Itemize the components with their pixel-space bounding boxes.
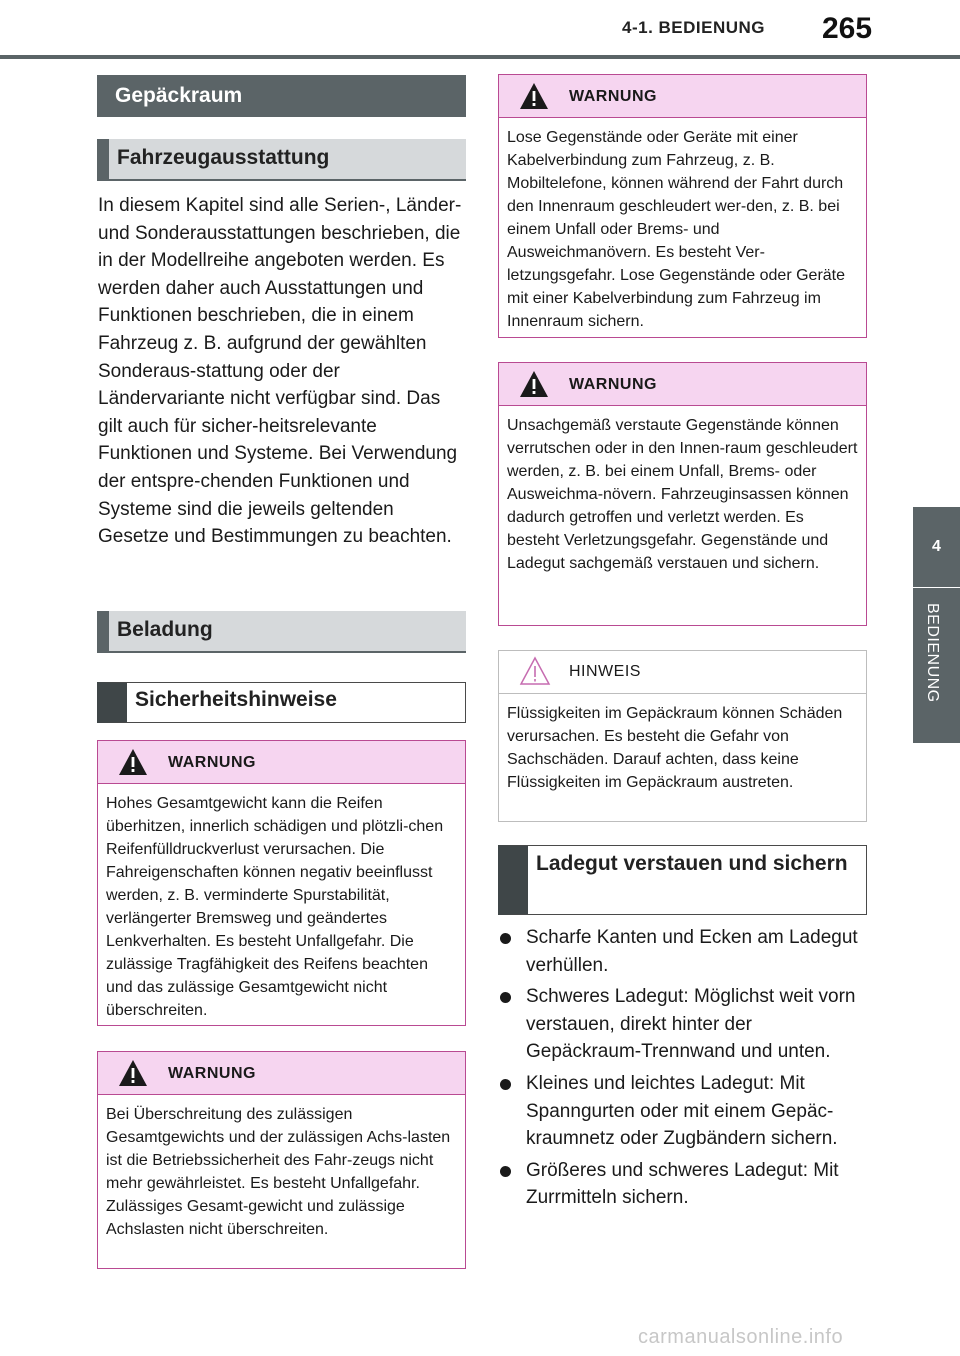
heading-gepaeckraum: Gepäckraum	[97, 75, 466, 117]
page-number: 265	[822, 12, 873, 45]
warning-title: WARNUNG	[168, 1065, 256, 1082]
hinweis-header	[499, 651, 866, 694]
warning-box	[498, 74, 867, 338]
list-item	[498, 1157, 868, 1212]
section-title: 4-1. BEDIENUNG	[622, 18, 766, 37]
warning-text: Lose Gegenstände oder Geräte mit einer Kabelverbindung zum Fahrzeug, z. B. Mobiltelefone, können während der Fahrt durch den Innenraum geschleudert wer-den, z. B. bei einem Unfall oder Brems- und Ausweichmanövern. Es besteht Ver-letzungsgefahr. Lose Gegenstände oder Geräte mit einer Kabelverbindung zum Fahrzeug im Innenraum sichern.	[507, 129, 846, 330]
warning-title: WARNUNG	[168, 754, 256, 771]
warning-title: WARNUNG	[569, 376, 657, 393]
list-item-text: Scharfe Kanten und Ecken am Ladegut verhüllen.	[526, 927, 858, 976]
warning-header	[499, 75, 866, 118]
hinweis-title: HINWEIS	[569, 663, 641, 680]
heading-sicherheitshinweise: Sicherheitshinweise	[97, 682, 466, 723]
side-tab-label: BEDIENUNG	[924, 603, 941, 703]
warning-triangle-icon	[519, 82, 549, 110]
list-item-text: Kleines und leichtes Ladegut: Mit Spanngurten oder mit einem Gepäc-kraumnetz oder Zugbändern sichern.	[526, 1072, 838, 1150]
hinweis-box	[498, 650, 867, 822]
list-item	[498, 1070, 868, 1153]
bullet-dot-icon	[500, 1079, 511, 1090]
warning-text: Unsachgemäß verstaute Gegenstände können verrutschen oder in den Innen-raum geschleudert werden, z. B. bei einem Unfall, Brems- oder Ausweichma-növern. Fahrzeuginsassen können dadurch getroffen und verletzt werden. Es besteht Verletzungsgefahr. Gegenstände und Ladegut sachgemäß verstauen und sichern.	[507, 417, 858, 572]
bullet-dot-icon	[500, 1166, 511, 1177]
watermark: carmanualsonline.info	[638, 1326, 844, 1348]
heading-fahrzeugausstattung: Fahrzeugausstattung	[97, 139, 466, 181]
list-item	[498, 924, 868, 979]
heading-ladegut: Ladegut verstauen und sichern	[498, 845, 867, 915]
header-rule	[0, 55, 960, 59]
warning-box	[97, 1051, 466, 1269]
warning-triangle-icon	[118, 748, 148, 776]
warning-triangle-icon	[118, 1059, 148, 1087]
ladegut-list	[498, 924, 868, 1212]
warning-title: WARNUNG	[569, 88, 657, 105]
warning-header	[499, 363, 866, 406]
heading-beladung: Beladung	[97, 611, 466, 653]
warning-text: Hohes Gesamtgewicht kann die Reifen überhitzen, innerlich schädigen und plötzli-chen Reifenfülldruckverlust verursachen. Die Fahreigenschaften können negativ beeinflusst werden, z. B. verminderte Spurstabilität, verlängerter Bremsweg und geändertes Lenkverhalten. Es besteht Unfallgefahr. Die zulässige Tragfähigkeit des Reifens beachten und das zulässige Gesamtgewicht nicht überschreiten.	[106, 795, 444, 1019]
warning-header	[98, 1052, 465, 1095]
ladegut-list-container	[498, 924, 868, 1216]
list-item-text: Schweres Ladegut: Möglichst weit vorn verstauen, direkt hinter der Gepäckraum-Trennwand und unten.	[526, 986, 856, 1063]
caution-triangle-icon	[519, 656, 551, 686]
warning-header	[98, 741, 465, 784]
warning-triangle-icon	[519, 370, 549, 398]
warning-text: Bei Überschreitung des zulässigen Gesamtgewichts und der zulässigen Achs-lasten ist die Betriebssicherheit des Fahr-zeugs nicht mehr gewährleistet. Es besteht Unfallgefahr. Zulässiges Gesamt-gewicht und zulässige Achslasten nicht überschreiten.	[106, 1106, 451, 1238]
warning-box	[498, 362, 867, 626]
list-item	[498, 983, 868, 1066]
warning-box	[97, 740, 466, 1026]
bullet-dot-icon	[500, 933, 511, 944]
intro-paragraph: In diesem Kapitel sind alle Serien-, Länder- und Sonderausstattungen beschrieben, die in der Modellreihe angeboten werden. Es werden daher auch Ausstattungen und Funktionen beschrieben, die in einem Fahrzeug z. B. aufgrund der gewählten Sonderaus-stattung oder der Ländervariante nicht verfügbar sind. Das gilt auch für sicher-heitsrelevante Funktionen und Systeme. Bei Verwendung der entspre-chenden Funktionen und Systeme sind die jeweils geltenden Gesetze und Bestimmungen zu beachten.	[98, 195, 462, 548]
list-item-text: Größeres und schweres Ladegut: Mit Zurrmitteln sichern.	[526, 1159, 839, 1209]
bullet-dot-icon	[500, 992, 511, 1003]
side-tab-number: 4	[932, 538, 941, 555]
hinweis-text: Flüssigkeiten im Gepäckraum können Schäden verursachen. Es besteht die Gefahr von Sachschäden. Darauf achten, dass keine Flüssigkeiten im Gepäckraum austreten.	[507, 705, 843, 791]
